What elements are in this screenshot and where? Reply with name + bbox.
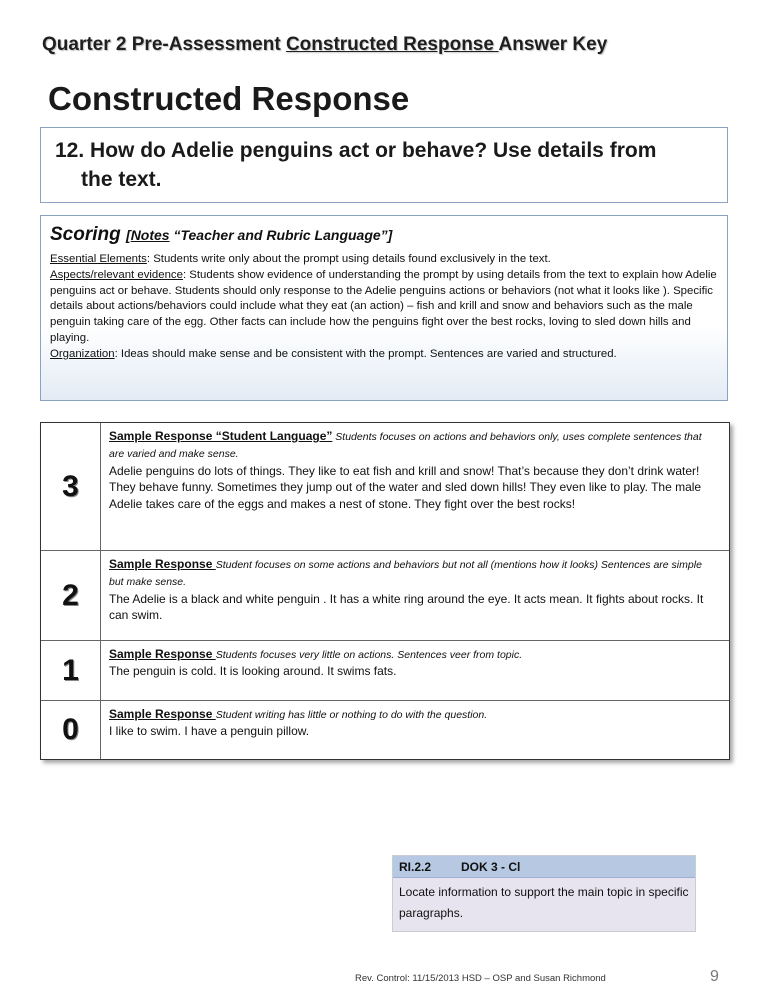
scoring-heading: Scoring	[50, 224, 121, 245]
organization	[50, 347, 722, 363]
standard-header	[393, 856, 695, 878]
document-header	[42, 34, 607, 56]
scoring-body	[50, 252, 722, 363]
header-underlined: Constructed Response	[285, 34, 499, 55]
standard-code: RI.2.2	[399, 859, 432, 874]
scoring-notes	[126, 227, 392, 243]
standard-box	[392, 855, 696, 932]
response-note: Students focuses on actions and behaviors only, uses complete sentences that are varied and make sense.	[109, 431, 702, 461]
header-prefix: Quarter 2 Pre-Assessment	[42, 34, 286, 55]
rubric-row-score-2	[41, 551, 729, 641]
header-suffix: Answer Key	[498, 34, 608, 55]
essential-elements	[50, 252, 722, 268]
response-cell	[109, 706, 719, 740]
sample-response-label: Sample Response “Student Language”	[109, 429, 333, 443]
aspects-evidence	[50, 268, 722, 347]
sample-response-text: Adelie penguins do lots of things. They like to eat fish and krill and snow! That’s because they don’t drink water! They behave funny. Sometimes they jump out of the water and sled down hills! They even like to play. The male Adelie takes care of the eggs and makes a nest of stone. They fight over the best rocks!	[109, 463, 702, 511]
response-cell	[109, 428, 719, 512]
aspects-label: Aspects/relevant evidence	[50, 268, 183, 281]
scoring-title	[50, 224, 392, 246]
question-text	[55, 136, 715, 194]
response-note: Student focuses on some actions and behaviors but not all (mentions how it looks) Sentences are simple but make sense.	[109, 559, 702, 589]
sample-response-label: Sample Response	[109, 557, 216, 571]
dok-level: DOK 3 - Cl	[461, 859, 521, 874]
page-title: Constructed Response	[48, 80, 410, 117]
essential-text: : Students write only about the prompt using details found exclusively in the text.	[146, 253, 551, 265]
organization-label: Organization	[50, 347, 115, 360]
score-cell: 1	[41, 641, 101, 700]
response-note: Student writing has little or nothing to do with the question.	[215, 709, 488, 721]
question-line-1: 12. How do Adelie penguins act or behave? Use details from	[55, 139, 657, 162]
score-cell: 0	[41, 701, 101, 759]
sample-response-label: Sample Response	[109, 647, 216, 661]
question-line-2: the text.	[81, 168, 162, 191]
response-cell	[109, 556, 719, 624]
rubric-row-score-3	[41, 423, 729, 551]
sample-response-text: The penguin is cold. It is looking around. It swims fats.	[109, 664, 397, 679]
sample-response-text: I like to swim. I have a penguin pillow.	[109, 724, 310, 739]
rubric-row-score-1	[41, 641, 729, 701]
standard-description: Locate information to support the main topic in specific paragraphs.	[399, 885, 689, 920]
notes-rest: “Teacher and Rubric Language”]	[169, 227, 393, 243]
sample-response-text: The Adelie is a black and white penguin . It has a white ring around the eye. It acts mean. It fights about rocks. It can swim.	[109, 591, 704, 623]
organization-text: : Ideas should make sense and be consistent with the prompt. Sentences are varied and structured.	[114, 347, 617, 360]
notes-label: Notes	[130, 227, 170, 243]
response-cell	[109, 646, 719, 680]
revision-footer: Rev. Control: 11/15/2013 HSD – OSP and Susan Richmond	[355, 973, 606, 984]
score-cell: 2	[41, 551, 101, 640]
essential-label: Essential Elements	[50, 253, 147, 265]
sample-response-label: Sample Response	[109, 707, 216, 721]
rubric-table	[40, 422, 730, 760]
response-note: Students focuses very little on actions. Sentences veer from topic.	[215, 649, 523, 661]
rubric-row-score-0	[41, 701, 729, 759]
aspects-text: : Students show evidence of understanding the prompt by using details from the text to explain how Adelie penguins act or behave. Students should only response to the Adelie penguins actions or behaviors (not what it looks like ). Specific details about actions/behaviors could include what they eat (an action) – fish and krill and snow and behaviors such as the male penguin taking care of the egg. Other facts can include how the penguins fight over the best rocks, loving to sled down hills and playing.	[50, 268, 717, 344]
question-box	[40, 127, 728, 203]
score-cell: 3	[41, 423, 101, 550]
page-number: 9	[710, 968, 719, 985]
scoring-box	[40, 215, 728, 401]
notes-open-bracket: [	[126, 227, 131, 243]
